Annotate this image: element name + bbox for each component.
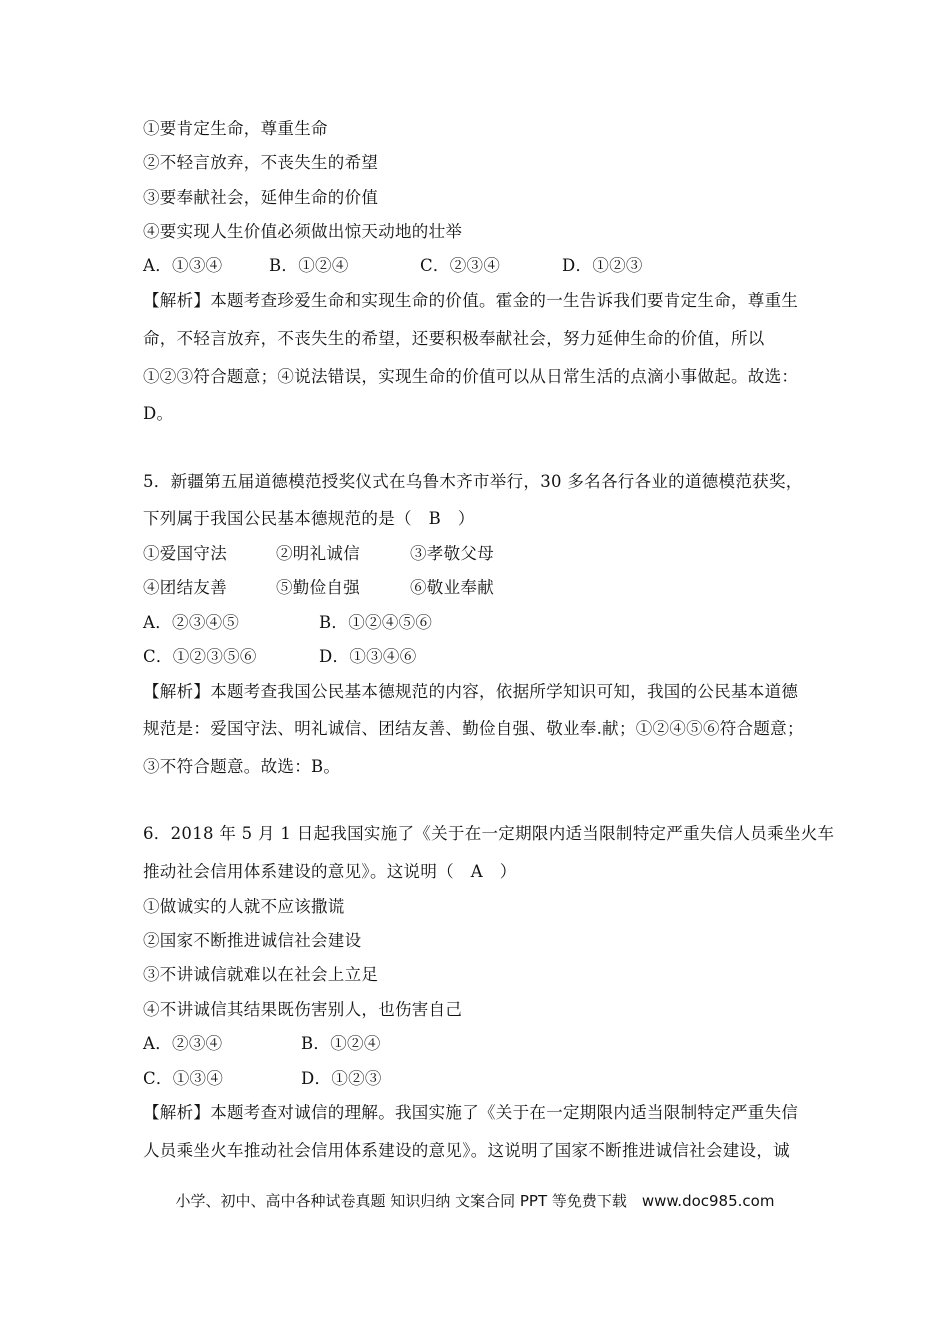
- q5-option-6: ⑥敬业奉献: [410, 578, 494, 597]
- q5-answers-row-1: [143, 612, 803, 634]
- q5-answers-row-2: [143, 646, 803, 668]
- q6-choice-a: A．②③④: [143, 1034, 223, 1053]
- q4-answer-choices: [143, 255, 803, 277]
- q4-analysis-line-2: 命，不轻言放弃，不丧失生的希望，还要积极奉献社会，努力延伸生命的价值，所以: [143, 329, 765, 348]
- q4-analysis-line-4: D。: [143, 404, 174, 423]
- q4-analysis-line-1: 【解析】本题考查珍爱生命和实现生命的价值。霍金的一生告诉我们要肯定生命，尊重生: [143, 291, 799, 310]
- q5-choice-b: B．①②④⑤⑥: [319, 613, 433, 632]
- q4-option-2: ②不轻言放弃，不丧失生的希望: [143, 153, 379, 172]
- q6-choice-c: C．①③④: [143, 1069, 224, 1088]
- q5-option-1: ①爱国守法: [143, 544, 227, 563]
- q6-answers-row-1: [143, 1033, 803, 1055]
- q4-choice-d: D．①②③: [562, 256, 643, 275]
- q6-stem-line-2: 推动社会信用体系建设的意见》。这说明（ A ）: [143, 862, 517, 881]
- q5-option-3: ③孝敬父母: [410, 544, 494, 563]
- q5-analysis-line-1: 【解析】本题考查我国公民基本德规范的内容，依据所学知识可知，我国的公民基本道德: [143, 682, 799, 701]
- q4-option-4: ④要实现人生价值必须做出惊天动地的壮举: [143, 222, 463, 241]
- q6-option-3: ③不讲诚信就难以在社会上立足: [143, 965, 379, 984]
- q6-answers-row-2: [143, 1068, 803, 1090]
- q4-option-3: ③要奉献社会，延伸生命的价值: [143, 188, 379, 207]
- q4-choice-c: C．②③④: [420, 256, 501, 275]
- q5-options-row-1: [143, 543, 803, 565]
- q6-choice-d: D．①②③: [301, 1069, 382, 1088]
- page-footer: 小学、初中、高中各种试卷真题 知识归纳 文案合同 PPT 等免费下载 www.doc985.com: [175, 1192, 775, 1210]
- q6-option-1: ①做诚实的人就不应该撒谎: [143, 897, 345, 916]
- q4-option-1: ①要肯定生命，尊重生命: [143, 119, 328, 138]
- q6-analysis-line-1: 【解析】本题考查对诚信的理解。我国实施了《关于在一定期限内适当限制特定严重失信: [143, 1103, 799, 1122]
- q4-choice-a: A．①③④: [143, 256, 223, 275]
- q5-stem-line-2: 下列属于我国公民基本德规范的是（ B ）: [143, 509, 475, 528]
- q4-analysis-line-3: ①②③符合题意；④说法错误，实现生命的价值可以从日常生活的点滴小事做起。故选：: [143, 367, 799, 386]
- q5-choice-a: A．②③④⑤: [143, 613, 240, 632]
- q5-analysis-line-3: ③不符合题意。故选：B。: [143, 757, 341, 776]
- q5-option-2: ②明礼诚信: [276, 544, 360, 563]
- q6-option-2: ②国家不断推进诚信社会建设: [143, 931, 362, 950]
- q4-choice-b: B．①②④: [269, 256, 349, 275]
- q5-choice-d: D．①③④⑥: [319, 647, 417, 666]
- q5-options-row-2: [143, 577, 803, 599]
- q6-choice-b: B．①②④: [301, 1034, 381, 1053]
- q5-option-4: ④团结友善: [143, 578, 227, 597]
- q5-choice-c: C．①②③⑤⑥: [143, 647, 257, 666]
- q5-stem-line-1: 5．新疆第五届道德模范授奖仪式在乌鲁木齐市举行，30 多名各行各业的道德模范获奖，: [143, 472, 803, 491]
- q6-analysis-line-2: 人员乘坐火车推动社会信用体系建设的意见》。这说明了国家不断推进诚信社会建设，诚: [143, 1141, 790, 1160]
- q6-option-4: ④不讲诚信其结果既伤害别人，也伤害自己: [143, 1000, 463, 1019]
- q5-analysis-line-2: 规范是：爱国守法、明礼诚信、团结友善、勤俭自强、敬业奉.献；①②④⑤⑥符合题意；: [143, 719, 804, 738]
- q6-stem-line-1: 6．2018 年 5 月 1 日起我国实施了《关于在一定期限内适当限制特定严重失信人员乘坐火车: [143, 824, 835, 843]
- q5-option-5: ⑤勤俭自强: [276, 578, 360, 597]
